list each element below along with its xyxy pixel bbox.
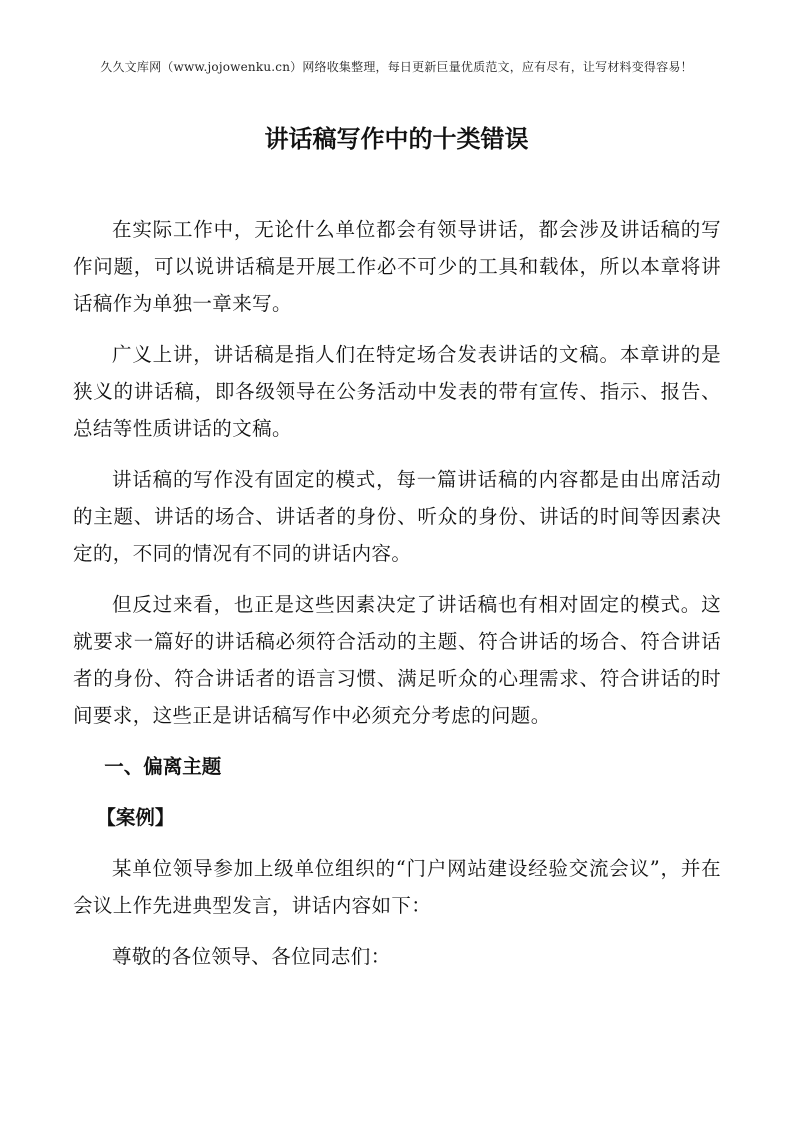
- body-paragraph: 在实际工作中，无论什么单位都会有领导讲话，都会涉及讲话稿的写作问题，可以说讲话稿是开展工作必不可少的工具和载体，所以本章将讲话稿作为单独一章来写。: [73, 218, 721, 315]
- case-paragraph: 尊敬的各位领导、各位同志们：: [112, 945, 391, 968]
- case-paragraph: 某单位领导参加上级单位组织的“门户网站建设经验交流会议”，并在会议上作先进典型发言，讲话内容如下：: [73, 857, 721, 917]
- document-body: [73, 211, 721, 989]
- body-paragraph: 广义上讲，讲话稿是指人们在特定场合发表讲话的文稿。本章讲的是狭义的讲话稿，即各级领导在公务活动中发表的带有宣传、指示、报告、总结等性质讲话的文稿。: [73, 343, 721, 440]
- page-header: 久久文库网（www.jojowenku.cn）网络收集整理，每日更新巨量优质范文，应有尽有，让写材料变得容易！: [100, 60, 693, 74]
- body-paragraph: 但反过来看，也正是这些因素决定了讲话稿也有相对固定的模式。这就要求一篇好的讲话稿必须符合活动的主题、符合讲话的场合、符合讲话者的身份、符合讲话者的语言习惯、满足听众的心理需求、符合讲话的时间要求，这些正是讲话稿写作中必须充分考虑的问题。: [73, 593, 721, 727]
- section-heading: 一、偏离主题: [104, 755, 222, 778]
- body-paragraph: 讲话稿的写作没有固定的模式，每一篇讲话稿的内容都是由出席活动的主题、讲话的场合、讲话者的身份、听众的身份、讲话的时间等因素决定的，不同的情况有不同的讲话内容。: [73, 468, 721, 565]
- document-title: 讲话稿写作中的十类错误: [264, 125, 529, 153]
- case-label: 【案例】: [96, 806, 175, 829]
